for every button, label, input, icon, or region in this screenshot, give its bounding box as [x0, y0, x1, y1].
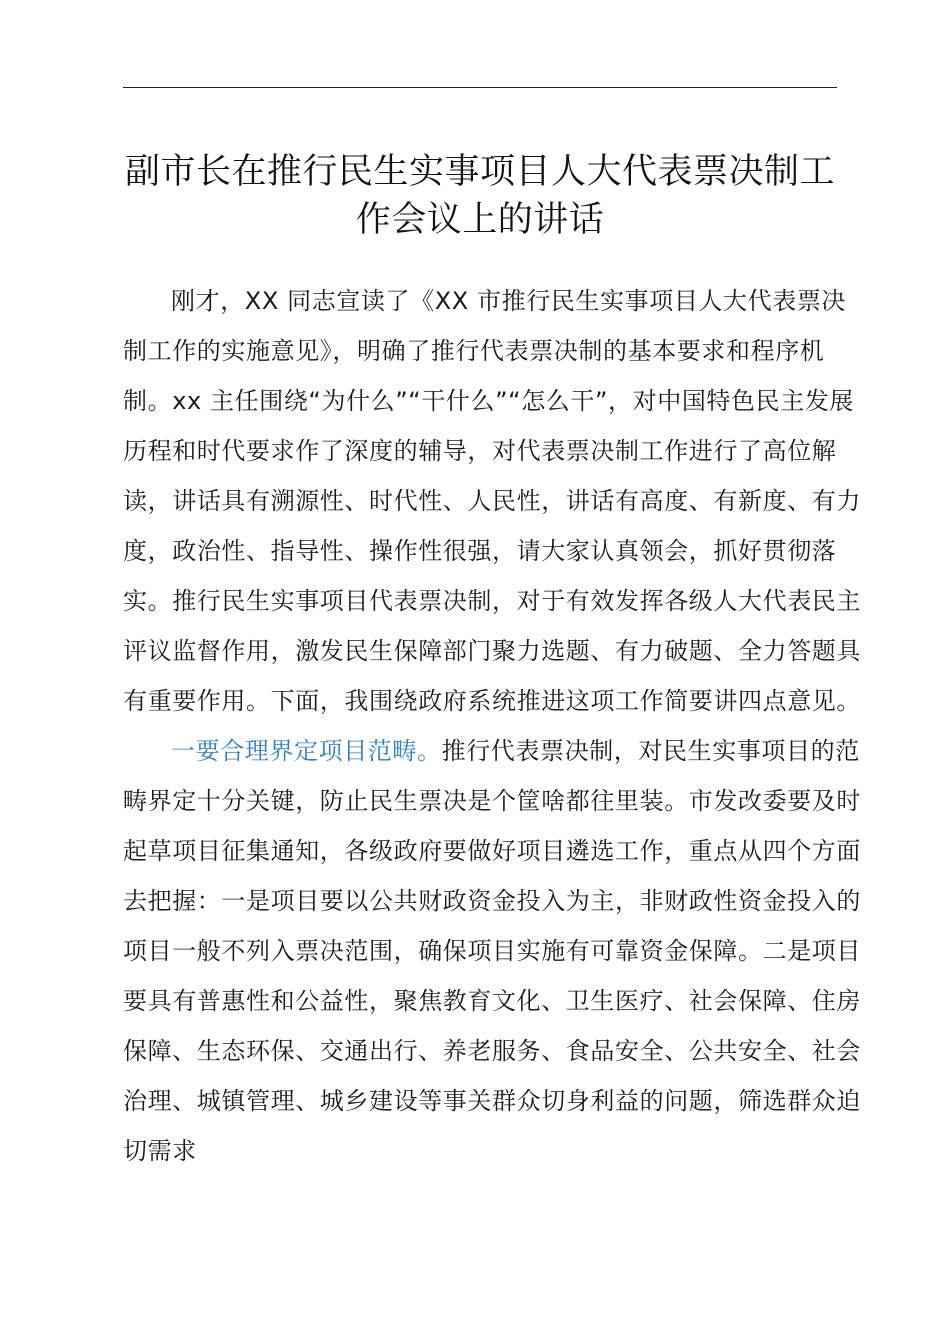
paragraph-heading: 一要合理界定项目范畴。 — [171, 737, 442, 765]
document-body — [123, 276, 863, 1176]
paragraph-text: 刚才，XX 同志宣读了《XX 市推行民生实事项目人大代表票决制工作的实施意见》，明确了推行代表票决制的基本要求和程序机制。xx 主任围绕“为什么”“干什么”“怎么干”，对中国特色民主发展历程和时代要求作了深度的辅导，对代表票决制工作进行了高位解读，讲话具有溯源性、时代性、人民性，讲话有高度、有新度、有力度，政治性、指导性、操作性很强，请大家认真领会，抓好贯彻落实。推行民生实事项目代表票决制，对于有效发挥各级人大代表民主评议监督作用，激发民生保障部门聚力选题、有力破题、全力答题具有重要作用。下面，我围绕政府系统推进这项工作简要讲四点意见。 — [123, 287, 861, 715]
title-line-2: 作会议上的讲话 — [355, 200, 605, 240]
document-title — [110, 148, 850, 244]
header-rule — [123, 87, 837, 88]
paragraph-intro — [123, 276, 863, 726]
paragraph-text: 推行代表票决制，对民生实事项目的范畴界定十分关键，防止民生票决是个筐啥都往里装。市发改委要及时起草项目征集通知，各级政府要做好项目遴选工作，重点从四个方面去把握：一是项目要以公共财政资金投入为主，非财政性资金投入的项目一般不列入票决范围，确保项目实施有可靠资金保障。二是项目要具有普惠性和公益性，聚焦教育文化、卫生医疗、社会保障、住房保障、生态环保、交通出行、养老服务、食品安全、公共安全、社会治理、城镇管理、城乡建设等事关群众切身利益的问题，筛选群众迫切需求 — [123, 737, 861, 1165]
title-line-1: 副市长在推行民生实事项目人大代表票决制工 — [124, 152, 835, 192]
paragraph-point-one — [123, 726, 863, 1176]
